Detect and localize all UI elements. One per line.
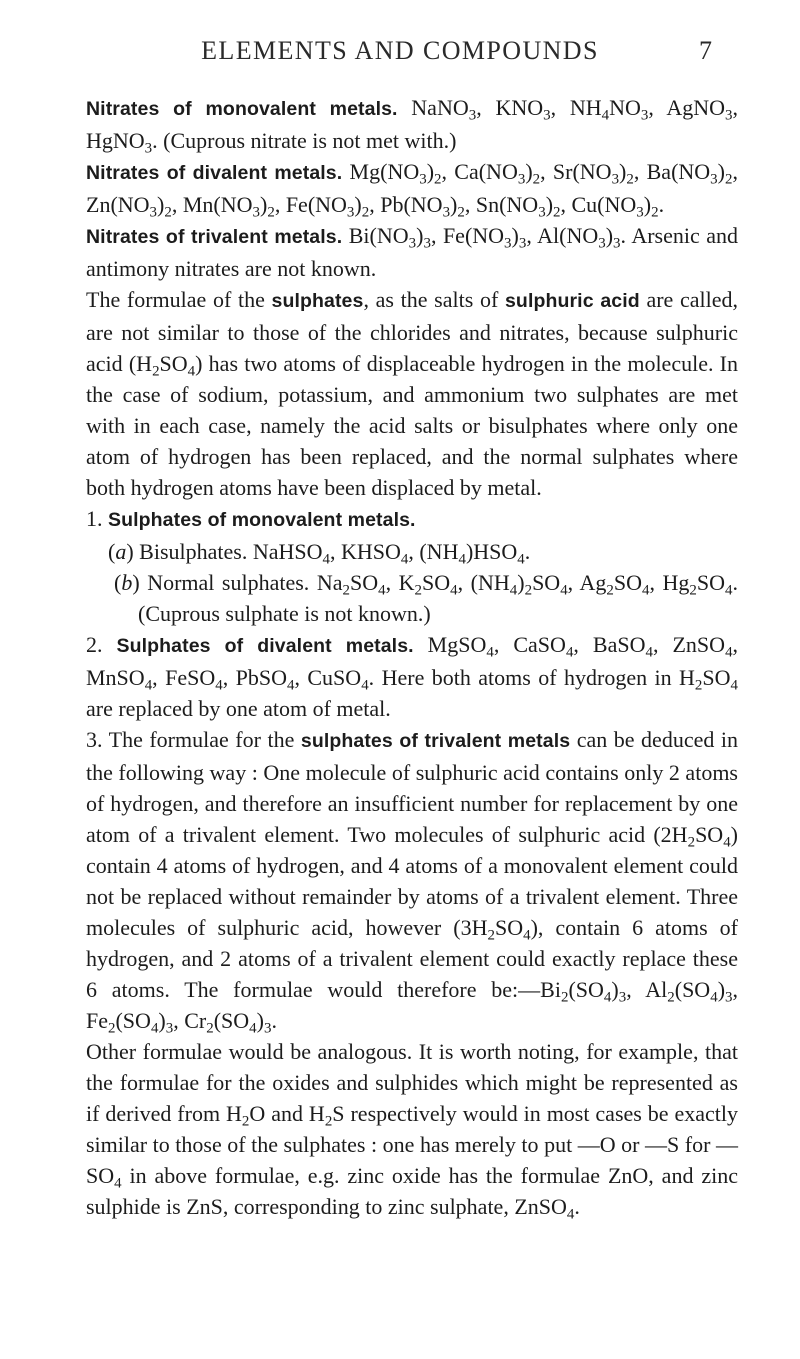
text-run: , as the salts of [363,287,505,312]
text-run: , Sn(NO [464,192,539,217]
text-run: ) [605,223,614,248]
text-run: , AgNO [648,95,726,120]
subscript: 4 [187,363,196,380]
subscript: 3 [346,204,355,221]
text-run: ) has two atoms of displaceable hydrogen in the molecule. In the case of sodium, potassium, and ammonium two sulphates are met with in each case, namely the acid salts or bisulphates where only one atom of hydrogen has been replaced, and the normal sulphates where both hydrogen atoms have been displaced by metal. [86,351,738,500]
text-run: SO [349,570,379,595]
list-subitem-normal-sulphates [86,567,738,629]
subscript: 3 [640,107,649,124]
subscript: 4 [286,677,295,694]
text-run: ) [426,159,435,184]
text-run: . [658,192,665,217]
text-run: , PbSO [222,665,287,690]
bold-heading-text: Nitrates of trivalent metals. [86,226,343,248]
subscript: 4 [361,677,369,694]
text-run: in above formulae, e.g. zinc oxide has the formulae ZnO, and zinc sulphide is ZnS, corresponding to zinc sulphate, ZnSO [86,1163,738,1219]
paragraph-oxides-sulphides [86,1036,738,1222]
text-run: ) [157,192,165,217]
subscript: 4 [114,1175,122,1192]
text-run: (SO [674,977,711,1002]
subscript: 2 [241,1113,250,1130]
text-run: . Here both atoms of hydrogen in H [368,665,695,690]
text-run: , Cr [173,1008,207,1033]
text-run: ) [260,192,268,217]
subscript: 2 [532,171,541,188]
paragraph-nitrates-trivalent [86,220,738,284]
text-run: SO [613,570,642,595]
text-run: , Sr(NO [540,159,612,184]
body-text [86,92,738,1222]
text-run: , MnSO [86,632,739,690]
text-run: 1. [86,506,108,531]
text-run: (SO [115,1008,151,1033]
text-run: , HgNO [86,95,738,153]
subscript: 3 [725,989,733,1006]
paragraph-nitrates-monovalent [86,92,738,156]
bold-heading-text: sulphates [271,290,364,312]
subscript: 2 [434,171,442,188]
subscript: 3 [442,204,451,221]
subscript: 2 [694,677,703,694]
text-run: ) [545,192,554,217]
subscript: 2 [324,1113,333,1130]
subscript: 2 [724,171,733,188]
subscript: 4 [642,582,650,599]
text-run: ) [511,223,519,248]
subscript: 4 [710,989,718,1006]
text-run: ) contain 4 atoms of hydrogen, and 4 atoms of a monovalent element could not be replaced without remainder by atoms of a trivalent element. Three molecules of sulphuric acid, however (3H [86,822,738,940]
subscript: 3 [423,235,431,252]
running-head: ELEMENTS AND COMPOUNDS [201,36,599,65]
text-run: Bi(NO [342,223,409,248]
text-run: O and H [249,1101,325,1126]
text-run: , Fe [86,977,738,1033]
text-run: , Cu(NO [560,192,637,217]
subscript: 4 [378,582,386,599]
bold-heading-text: Nitrates of monovalent metals. [86,98,398,120]
subscript: 2 [457,204,465,221]
text-run: ) Bisulphates. NaHSO [126,539,323,564]
text-run: 2. [86,632,117,657]
subscript: 3 [144,140,153,157]
subscript: 3 [710,171,718,188]
subscript: 3 [263,1020,272,1037]
text-run: , KHSO [329,539,401,564]
text-run: SO [696,570,726,595]
bold-heading-text: sulphuric acid [504,290,640,312]
subscript: 2 [487,927,495,944]
text-run: ( [108,539,116,564]
subscript: 4 [566,1206,575,1223]
subscript: 2 [361,204,370,221]
text-run: , Al [626,977,668,1002]
subscript: 2 [152,363,160,380]
text-run: , KNO [476,95,544,120]
text-run: ) [717,977,726,1002]
subscript: 4 [560,582,568,599]
subscript: 2 [606,582,614,599]
text-run: . [524,539,531,564]
text-run: can be deduced in the following way : One molecule of sulphuric acid contains only 2 atoms of hydrogen, and therefore an insufficient number for replacement by one atom of a trivalent element. Two molecules of sulphuric acid (2H [86,727,738,847]
subscript: 3 [613,235,621,252]
text-run: , Al(NO [526,223,599,248]
text-run: NO [609,95,641,120]
subscript: 2 [414,582,423,599]
subscript: 3 [598,235,606,252]
text-run: ) [256,1008,264,1033]
subscript: 3 [538,204,546,221]
subscript: 2 [553,204,561,221]
list-item-sulphates-divalent [86,629,738,724]
text-run: Mg(NO [342,159,420,184]
subscript: 2 [667,989,675,1006]
text-run: . [574,1194,580,1219]
subscript: 3 [725,107,733,124]
text-run: , Hg [649,570,690,595]
subscript: 3 [165,1020,174,1037]
italic-text: b [121,570,133,595]
text-run: , BaSO [573,632,646,657]
text-run: Other formulae would be analogous. It is worth noting, for example, that the formulae for the oxides and sulphides which might be represented as if derived from H [86,1039,738,1126]
text-run: . (Cuprous nitrate is not met with.) [152,128,457,153]
text-run: , CaSO [493,632,566,657]
text-run: (SO [568,977,604,1002]
subscript: 4 [565,644,574,661]
subscript: 4 [523,927,531,944]
bold-heading-text: Nitrates of divalent metals. [86,162,343,184]
text-run: NaNO [397,95,469,120]
subscript: 4 [400,551,409,568]
subscript: 4 [150,1020,159,1037]
bold-heading-text: Sulphates of monovalent metals. [108,509,416,531]
text-run: ) [416,223,424,248]
text-run: SO [702,665,731,690]
subscript: 3 [252,204,260,221]
subscript: 2 [206,1020,214,1037]
text-run: ) [611,977,619,1002]
text-run: ) [158,1008,166,1033]
text-run: , Pb(NO [369,192,443,217]
text-run: The formulae of the [86,287,272,312]
text-run: ( [114,570,122,595]
subscript: 3 [504,235,512,252]
text-run: ) [643,192,652,217]
subscript: 2 [524,582,533,599]
text-run: , Fe(NO [430,223,505,248]
subscript: 2 [267,204,275,221]
text-run: ) [717,159,725,184]
text-run: ) [525,159,533,184]
subscript: 4 [517,551,525,568]
subscript: 4 [450,582,458,599]
subscript: 4 [322,551,330,568]
subscript: 4 [486,644,494,661]
text-run: , FeSO [152,665,216,690]
text-run: , Fe(NO [274,192,347,217]
text-run: ) [450,192,458,217]
paragraph-sulphates-intro [86,284,738,503]
text-run: , NH [550,95,602,120]
subscript: 4 [601,107,610,124]
text-run: SO [532,570,561,595]
text-run: , K [385,570,415,595]
text-run: , CuSO [294,665,362,690]
subscript: 4 [730,677,739,694]
subscript: 2 [687,834,696,851]
bold-heading-text: Sulphates of divalent metals. [116,635,414,657]
subscript: 2 [651,204,659,221]
text-run: ), contain 6 atoms of hydrogen, and 2 atoms of a trivalent element could exactly replace these 6 atoms. The formulae would therefore be:—Bi [86,915,738,1002]
subscript: 2 [164,204,172,221]
text-run: )HSO [465,539,518,564]
text-run: ) [517,570,525,595]
subscript: 4 [249,1020,257,1037]
subscript: 4 [458,551,466,568]
text-run: SO [422,570,451,595]
text-run: , ZnSO [652,632,726,657]
list-item-sulphates-monovalent [86,503,738,536]
subscript: 3 [419,171,427,188]
text-run: are called, are not similar to those of the chlorides and nitrates, because sulphuric acid (H [86,287,738,376]
subscript: 2 [108,1020,116,1037]
subscript: 4 [603,989,612,1006]
subscript: 3 [543,107,551,124]
text-run: S respectively would in most cases be exactly similar to those of the sulphates : one has merely to put —O or —S for —SO [86,1101,739,1188]
subscript: 3 [618,989,627,1006]
subscript: 4 [509,582,518,599]
subscript: 3 [636,204,644,221]
text-run: 3. The formulae for the [86,727,301,752]
text-run: , Ca(NO [441,159,518,184]
text-run: ) [619,159,627,184]
subscript: 4 [645,644,653,661]
subscript: 3 [517,171,526,188]
text-run: . [271,1008,277,1033]
list-item-sulphates-trivalent [86,724,738,1036]
text-run: are replaced by one atom of metal. [86,696,391,721]
subscript: 2 [626,171,634,188]
text-run: . Arsenic and antimony nitrates are not known. [86,223,739,281]
text-run: ) [354,192,362,217]
text-run: SO [695,822,724,847]
subscript: 3 [408,235,417,252]
page-header [0,34,800,70]
text-run: , Ba(NO [633,159,711,184]
subscript: 4 [723,834,731,851]
paragraph-nitrates-divalent [86,156,738,220]
text-run: , Mn(NO [171,192,253,217]
subscript: 3 [468,107,477,124]
text-run: SO [494,915,524,940]
text-run: MgSO [413,632,487,657]
subscript: 4 [215,677,223,694]
page-number: 7 [699,36,712,65]
bold-heading-text: sulphates of trivalent metals [300,730,571,752]
subscript: 4 [725,644,733,661]
text-run: . (Cuprous sulphate is not known.) [138,570,739,626]
subscript: 2 [560,989,569,1006]
text-run: (SO [213,1008,250,1033]
italic-text: a [115,539,127,564]
subscript: 3 [611,171,620,188]
text-run: ) Normal sulphates. Na [132,570,343,595]
list-subitem-bisulphates [86,536,738,567]
subscript: 4 [144,677,153,694]
text-run: , (NH [457,570,510,595]
subscript: 3 [149,204,158,221]
subscript: 2 [689,582,697,599]
text-run: SO [159,351,188,376]
subscript: 4 [725,582,733,599]
text-run: , (NH [408,539,459,564]
subscript: 3 [518,235,527,252]
text-run: , Ag [567,570,607,595]
text-run: , Zn(NO [86,159,738,217]
subscript: 2 [342,582,350,599]
